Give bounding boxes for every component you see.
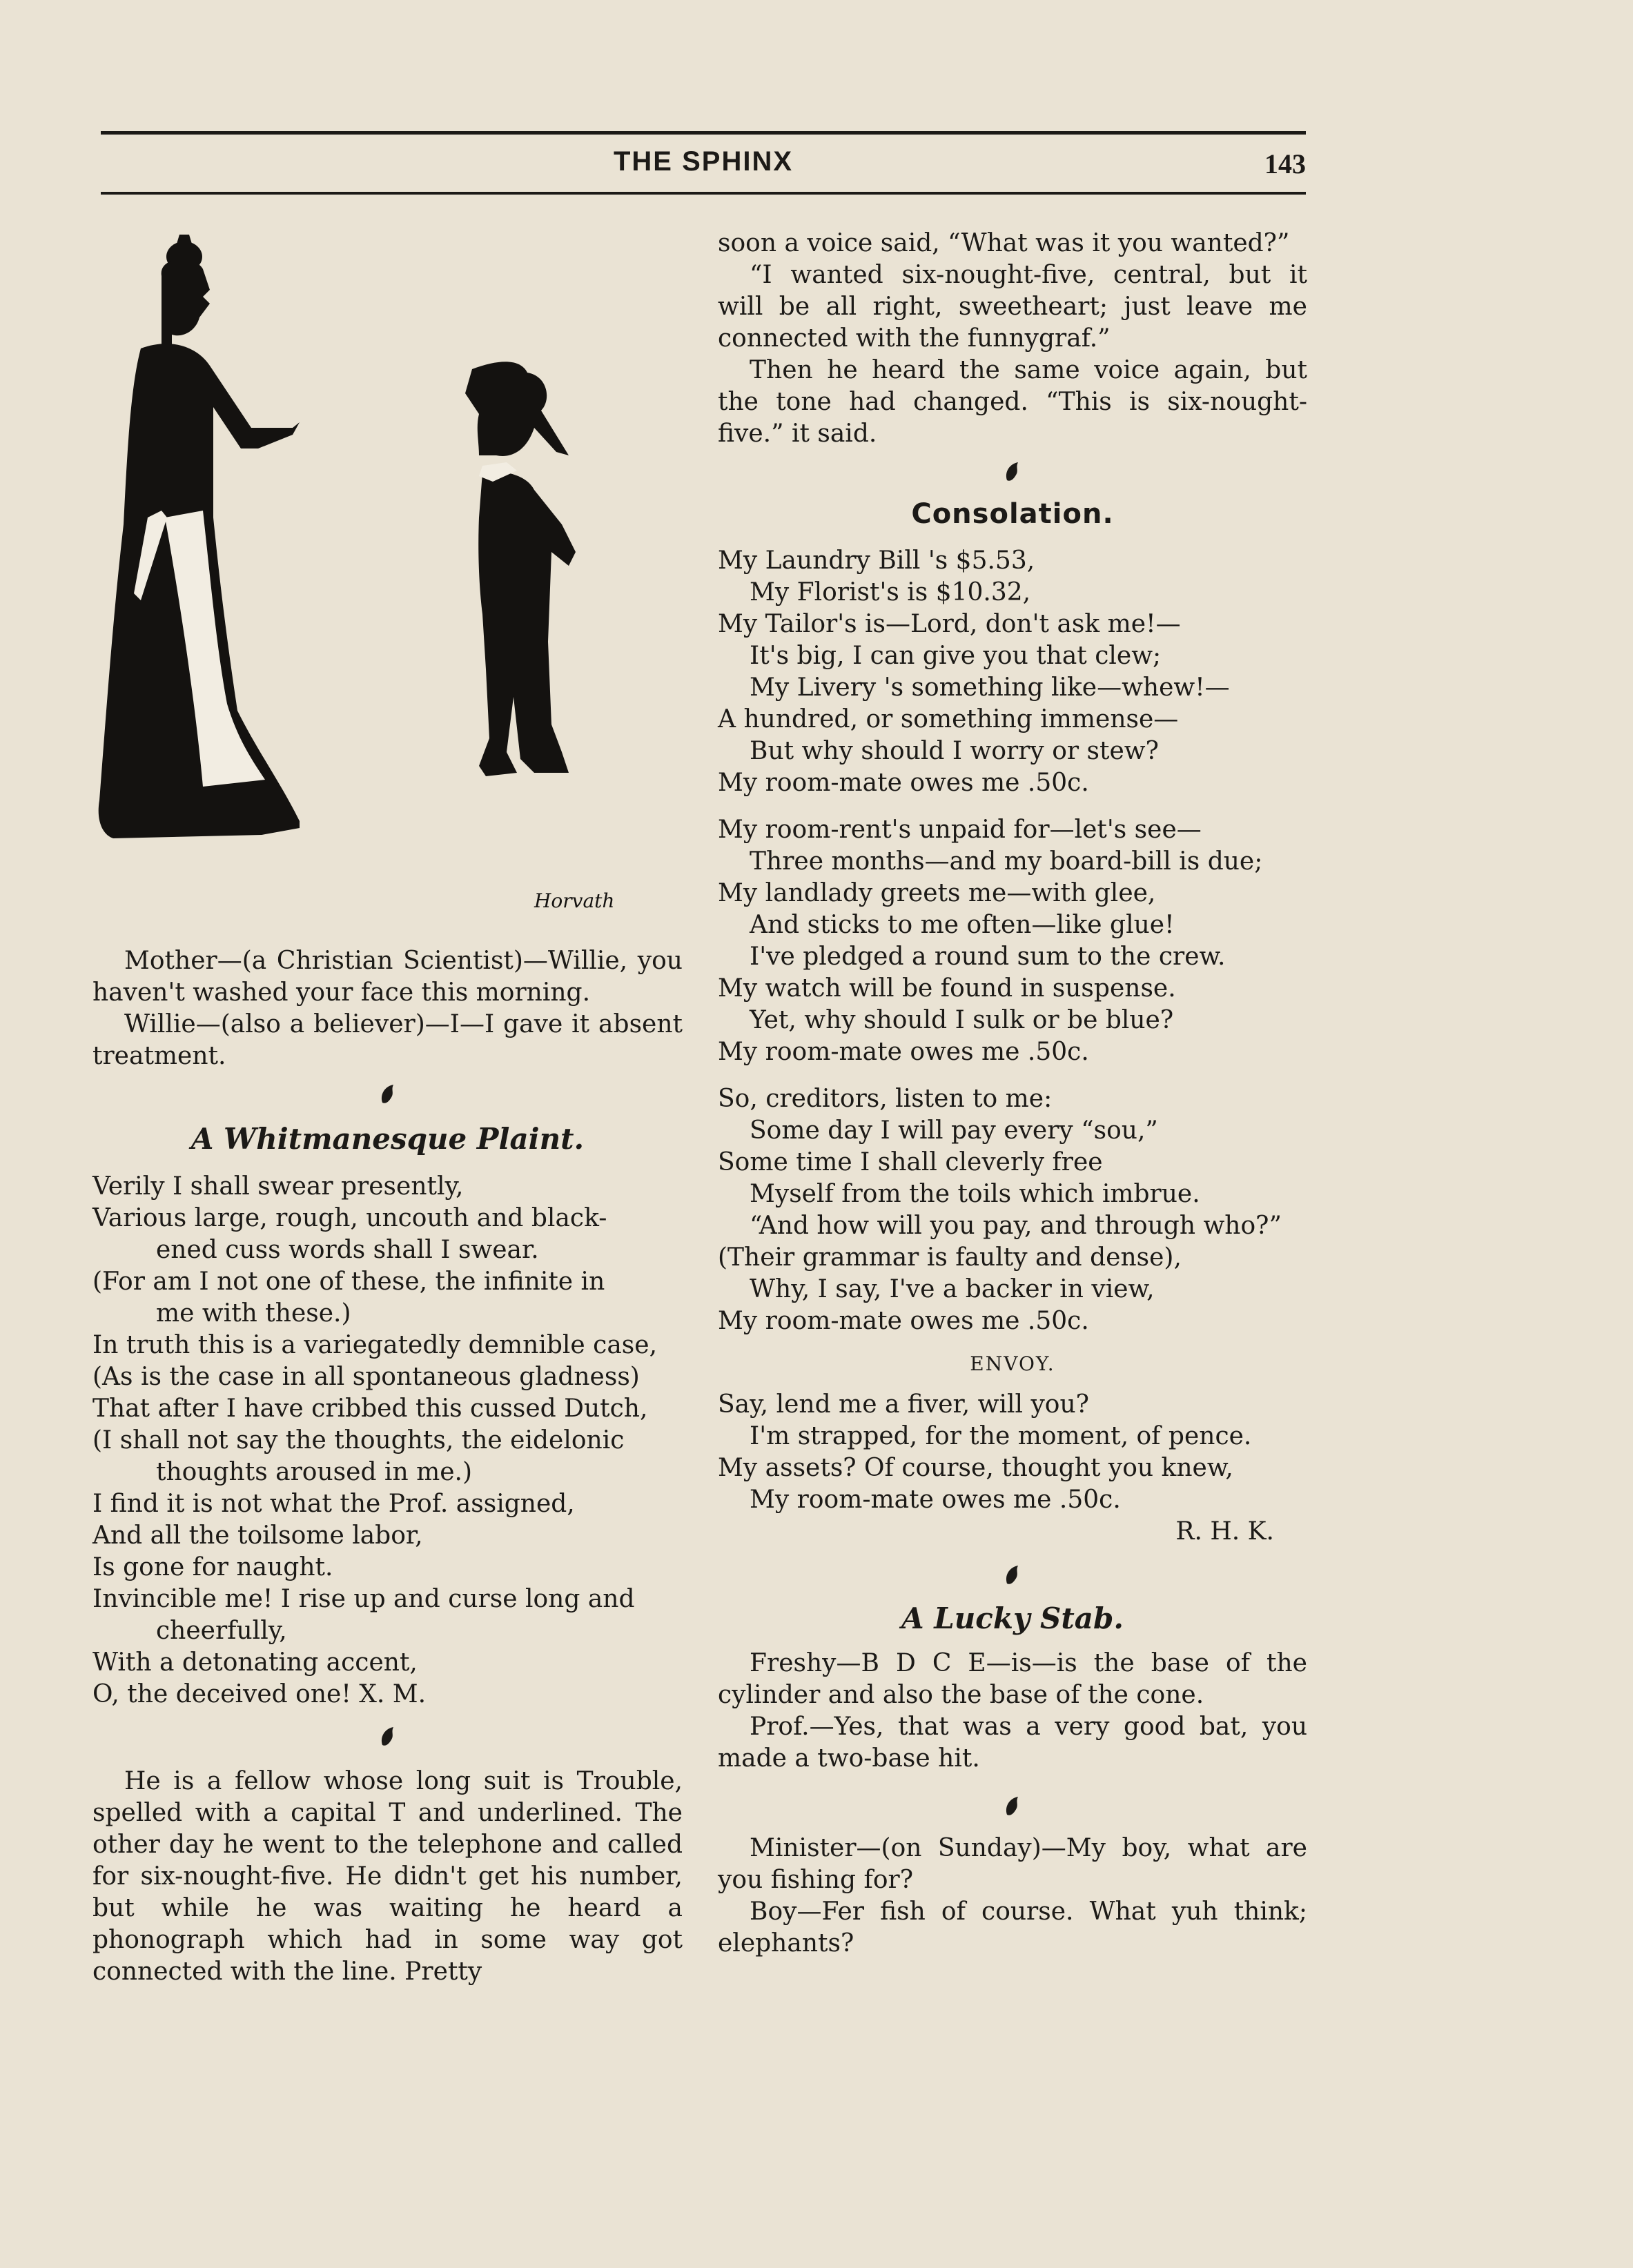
consolation-envoy [718,1389,1307,1516]
consolation-line: Why, I say, I've a backer in view, [750,1275,1155,1303]
consolation-line: Yet, why should I sulk or be blue? [750,1006,1174,1034]
whitman-line: cheerfully, [156,1617,287,1645]
consolation-line: My Livery 's something like—whew!— [750,673,1230,702]
consolation-line: “And how will you pay, and through who?” [750,1212,1282,1240]
whitman-line: me with these.) [156,1299,351,1328]
consolation-line: But why should I worry or stew? [750,737,1159,765]
envoy-label: ENVOY. [970,1352,1055,1375]
consolation-line: My room-mate owes me .50c. [718,769,1089,797]
whitman-line: (As is the case in all spontaneous gladness) [92,1363,640,1391]
boy-answer: Boy—Fer fish of course. What yuh think; elephants? [718,1897,1307,1958]
envoy-line: Say, lend me a fiver, will you? [718,1390,1089,1419]
consolation-title: Consolation. [911,498,1114,530]
header-rule-bottom [101,192,1306,195]
whitman-line: (For am I not one of these, the infinite in [92,1268,605,1296]
consolation-line: (Their grammar is faulty and dense), [718,1243,1182,1272]
whitman-line: O, the deceived one! [92,1680,351,1708]
whitman-line: That after I have cribbed this cussed Dutch, [92,1394,648,1423]
trouble-continued-1: soon a voice said, “What was it you wanted?” [718,229,1290,257]
silhouette-mother-and-boy-icon [92,228,683,931]
consolation-stanza-2 [718,814,1307,1068]
whitman-line: Verily I shall swear presently, [92,1172,464,1201]
whitman-last-line-row [92,1679,683,1710]
envoy-line: My room-mate owes me .50c. [750,1486,1121,1514]
consolation-line: My Tailor's is—Lord, don't ask me!— [718,610,1181,638]
consolation-line: My room-rent's unpaid for—let's see— [718,816,1202,844]
whitman-line: In truth this is a variegatedly demnible case, [92,1331,658,1359]
consolation-line: My watch will be found in suspense. [718,974,1176,1003]
trouble-continued-3: Then he heard the same voice again, but the tone had changed. “This is six-nought-five.” it said. [718,356,1307,448]
consolation-line: It's big, I can give you that clew; [750,642,1162,670]
whitman-line: And all the toilsome labor, [92,1521,423,1550]
consolation-line: Three months—and my board-bill is due; [750,847,1263,876]
consolation-line: My room-mate owes me .50c. [718,1307,1089,1335]
whitman-line: Invincible me! I rise up and curse long and [92,1585,635,1613]
lucky-stab-title: A Lucky Stab. [901,1601,1124,1635]
minister-question: Minister—(on Sunday)—My boy, what are you fishing for? [718,1834,1307,1894]
whitman-line: I find it is not what the Prof. assigned, [92,1490,575,1518]
consolation-line: Myself from the toils which imbrue. [750,1180,1200,1208]
consolation-line: My Laundry Bill 's $5.53, [718,546,1035,575]
whitman-line: thoughts aroused in me.) [156,1458,472,1486]
lucky-stab-prof: Prof.—Yes, that was a very good bat, you made a two-base hit. [718,1713,1307,1773]
lucky-stab-freshy: Freshy—B D C E—is—is the base of the cylinder and also the base of the cone. [718,1649,1307,1709]
fleuron-icon [92,1081,683,1111]
consolation-stanza-3 [718,1083,1307,1337]
whitman-title: A Whitmanesque Plaint. [190,1122,585,1156]
whitman-signature: X. M. [359,1680,427,1708]
envoy-line: My assets? Of course, thought you knew, [718,1454,1233,1482]
whitman-line: With a detonating accent, [92,1648,418,1677]
artist-signature: Horvath [534,889,615,912]
right-column [718,228,1307,1960]
trouble-continued-2: “I wanted six-nought-five, central, but it will be all right, sweetheart; just leave me connected with the funnygraf.” [718,261,1307,353]
envoy-line: I'm strapped, for the moment, of pence. [750,1422,1252,1450]
consolation-line: I've pledged a round sum to the crew. [750,943,1226,971]
caption-willie-line: Willie—(also a believer)—I—I gave it absent treatment. [92,1010,683,1070]
consolation-line: My Florist's is $10.32, [750,578,1031,607]
consolation-line: Some time I shall cleverly free [718,1148,1103,1176]
header-rule-top [101,131,1306,135]
consolation-line: And sticks to me often—like glue! [750,911,1175,939]
fleuron-icon [718,1793,1307,1823]
whitman-line: (I shall not say the thoughts, the eidelonic [92,1426,625,1455]
consolation-line: My room-mate owes me .50c. [718,1038,1089,1066]
fleuron-icon [92,1723,683,1753]
trouble-paragraph: He is a fellow whose long suit is Trouble, spelled with a capital T and underlined. The other day he went to the telephone and called for six-nought-five. He didn't get his number, but while he was waiting he heard a phonograph which had in some way got connected with the line. Pretty [92,1767,683,1986]
whitman-poem [92,1171,683,1710]
consolation-stanza-1 [718,545,1307,799]
consolation-line: Some day I will pay every “sou,” [750,1116,1158,1145]
whitman-line: Various large, rough, uncouth and black- [92,1204,607,1232]
caption-mother-line: Mother—(a Christian Scientist)—Willie, you haven't washed your face this morning. [92,947,683,1007]
page-number: 143 [1264,148,1306,179]
consolation-line: So, creditors, listen to me: [718,1085,1053,1113]
consolation-line: A hundred, or something immense— [718,705,1179,733]
fleuron-icon [718,1561,1307,1592]
consolation-line: My landlady greets me—with glee, [718,879,1156,907]
fleuron-icon [718,458,1307,489]
consolation-signature: R. H. K. [1175,1517,1274,1546]
running-title: THE SPHINX [613,146,794,177]
whitman-line: ened cuss words shall I swear. [156,1236,539,1264]
left-column [92,228,683,1988]
whitman-line: Is gone for naught. [92,1553,333,1581]
